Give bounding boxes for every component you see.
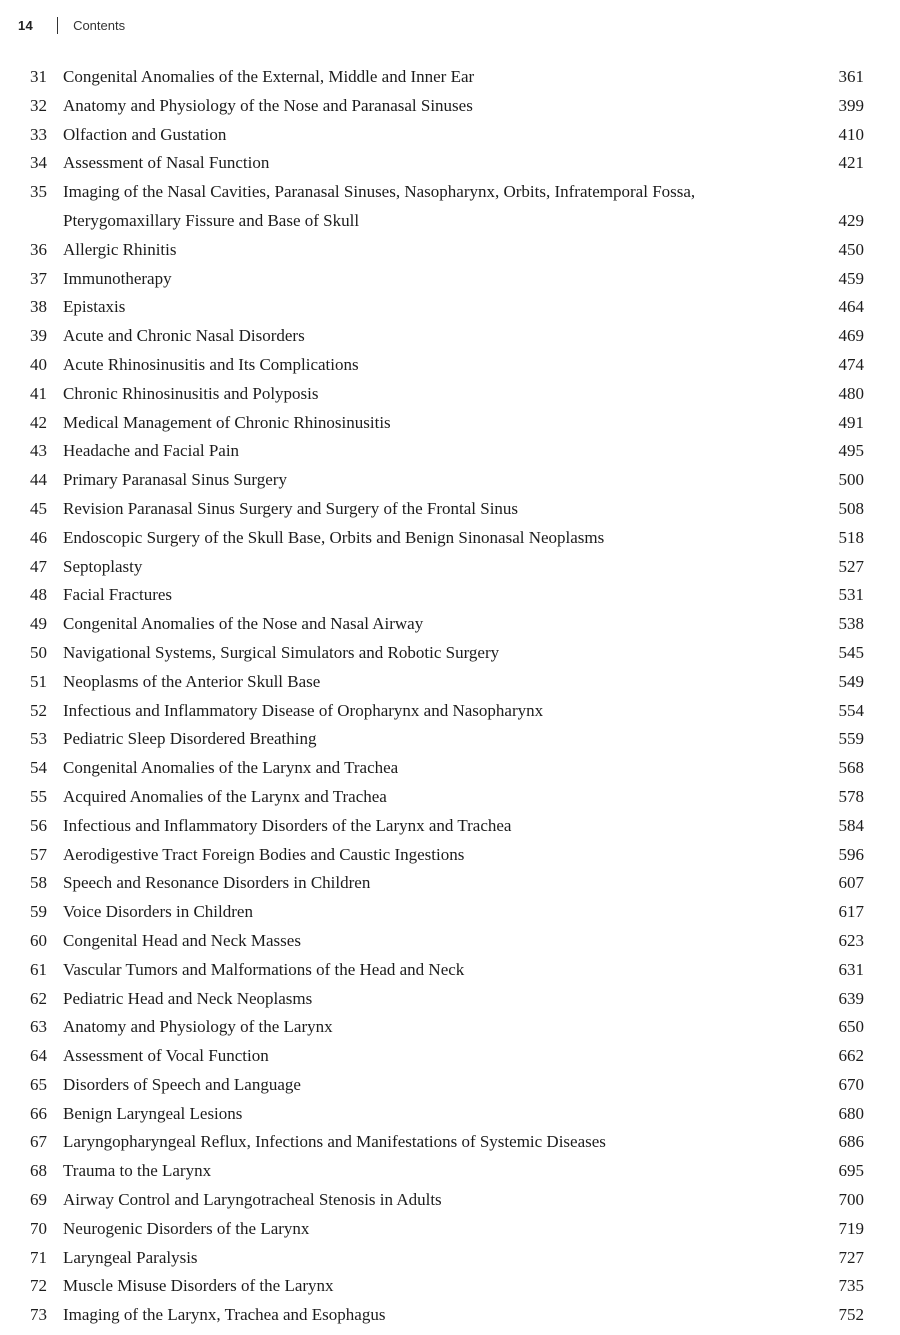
chapter-number: 32 [30,95,47,115]
chapter-title: Imaging of the Larynx, Trachea and Esophagus [63,1305,386,1325]
chapter-page-number: 735 [838,1276,864,1296]
chapter-number: 67 [30,1132,47,1152]
page-number: 14 [18,18,34,33]
chapter-number: 31 [30,67,47,86]
toc-entry [30,841,864,870]
chapter-page-number: 545 [838,642,864,662]
chapter-title: Neoplasms of the Anterior Skull Base [63,671,321,691]
chapter-title: Vascular Tumors and Malformations of the Head and Neck [63,959,465,979]
chapter-page-number: 549 [838,671,864,691]
toc-entry [30,409,864,438]
chapter-title: Immunotherapy [63,268,172,288]
chapter-page-number: 596 [838,844,864,864]
chapter-number: 36 [30,239,47,259]
chapter-title: Assessment of Nasal Function [63,153,270,173]
chapter-title: Infectious and Inflammatory Disease of Oropharynx and Nasopharynx [63,700,544,720]
toc-entry [30,898,864,927]
chapter-title: Allergic Rhinitis [63,239,177,259]
chapter-number: 39 [30,326,47,346]
chapter-page-number: 568 [838,758,864,778]
toc-entry [30,1042,864,1071]
toc-entry [30,265,864,294]
toc-entry [30,121,864,150]
toc-entry [30,697,864,726]
toc-entry [30,668,864,697]
chapter-page-number: 429 [838,210,864,230]
chapter-page-number: 495 [838,441,864,461]
toc-entry [30,581,864,610]
chapter-title: Olfaction and Gustation [63,124,227,144]
chapter-title: Navigational Systems, Surgical Simulators and Robotic Surgery [63,642,500,662]
chapter-page-number: 639 [838,988,864,1008]
chapter-number: 53 [30,729,47,749]
toc-entry [30,63,864,92]
chapter-title: Septoplasty [63,556,143,576]
chapter-page-number: 508 [838,498,864,518]
toc-entry [30,812,864,841]
chapter-number: 64 [30,1046,47,1066]
toc-entry [30,725,864,754]
chapter-title: Aerodigestive Tract Foreign Bodies and Caustic Ingestions [63,844,465,864]
chapter-number: 66 [30,1103,47,1123]
chapter-page-number: 680 [838,1103,864,1123]
chapter-number: 50 [30,642,47,662]
chapter-title: Anatomy and Physiology of the Nose and Paranasal Sinuses [63,95,473,115]
chapter-number: 72 [30,1276,47,1296]
chapter-title: Endoscopic Surgery of the Skull Base, Orbits and Benign Sinonasal Neoplasms [63,527,605,547]
chapter-number: 70 [30,1218,47,1238]
chapter-title: Pediatric Head and Neck Neoplasms [63,988,313,1008]
chapter-page-number: 631 [838,959,864,979]
chapter-number: 58 [30,873,47,893]
chapter-page-number: 700 [838,1190,864,1210]
toc-entry [30,1013,864,1042]
chapter-title: Voice Disorders in Children [63,902,253,922]
chapter-number: 40 [30,354,47,374]
chapter-page-number: 500 [838,470,864,490]
chapter-number: 34 [30,153,47,173]
chapter-number: 59 [30,902,47,922]
chapter-number: 42 [30,412,47,432]
chapter-page-number: 559 [838,729,864,749]
chapter-page-number: 518 [838,527,864,547]
chapter-title: Pediatric Sleep Disordered Breathing [63,729,317,749]
chapter-number: 65 [30,1074,47,1094]
chapter-title: Congenital Anomalies of the Larynx and Trachea [63,758,399,778]
chapter-title: Benign Laryngeal Lesions [63,1103,243,1123]
chapter-page-number: 361 [838,67,864,86]
toc-entry [30,149,864,178]
chapter-title: Infectious and Inflammatory Disorders of the Larynx and Trachea [63,815,512,835]
toc-entry [30,380,864,409]
chapter-number: 43 [30,441,47,461]
toc-entry [30,92,864,121]
chapter-number: 60 [30,930,47,950]
toc-entry [30,466,864,495]
toc-entry [30,985,864,1014]
chapter-page-number: 584 [838,815,864,835]
toc-entry [30,236,864,265]
chapter-number: 35 [30,182,47,202]
chapter-page-number: 719 [838,1218,864,1238]
toc-entry [30,639,864,668]
chapter-number: 57 [30,844,47,864]
toc-entry [30,437,864,466]
chapter-page-number: 399 [838,95,864,115]
chapter-page-number: 480 [838,383,864,403]
chapter-page-number: 410 [838,124,864,144]
header-divider [57,17,58,34]
chapter-number: 49 [30,614,47,634]
chapter-page-number: 531 [838,585,864,605]
chapter-number: 56 [30,815,47,835]
chapter-title: Disorders of Speech and Language [63,1074,301,1094]
chapter-page-number: 727 [838,1247,864,1267]
chapter-page-number: 527 [838,556,864,576]
chapter-number: 54 [30,758,47,778]
toc-entry [30,610,864,639]
toc-entry [30,927,864,956]
toc-entry [30,178,864,236]
running-header [18,17,125,34]
toc-entry [30,1100,864,1129]
toc-entry [30,293,864,322]
chapter-page-number: 752 [838,1305,864,1325]
chapter-title: Laryngopharyngeal Reflux, Infections and Manifestations of Systemic Diseases [63,1132,606,1152]
chapter-page-number: 491 [838,412,864,432]
chapter-number: 41 [30,383,47,403]
chapter-number: 48 [30,585,47,605]
toc-entry [30,1301,864,1330]
chapter-page-number: 670 [838,1074,864,1094]
toc-entry [30,1128,864,1157]
chapter-title: Laryngeal Paralysis [63,1247,198,1267]
chapter-page-number: 578 [838,786,864,806]
chapter-title: Acute Rhinosinusitis and Its Complications [63,354,359,374]
chapter-page-number: 686 [838,1132,864,1152]
chapter-title: Imaging of the Nasal Cavities, Paranasal Sinuses, Nasopharynx, Orbits, Infratemporal Fossa, Pterygomaxillary Fissure and Base of Skull [63,182,696,230]
chapter-page-number: 459 [838,268,864,288]
chapter-title: Facial Fractures [63,585,173,605]
chapter-title: Trauma to the Larynx [63,1161,212,1181]
chapter-number: 61 [30,959,47,979]
chapter-title: Congenital Anomalies of the Nose and Nasal Airway [63,614,424,634]
toc-entry [30,869,864,898]
chapter-number: 47 [30,556,47,576]
chapter-number: 69 [30,1190,47,1210]
chapter-page-number: 474 [838,354,864,374]
toc-entry [30,1272,864,1301]
chapter-title: Chronic Rhinosinusitis and Polyposis [63,383,319,403]
toc-entry [30,1244,864,1273]
chapter-title: Anatomy and Physiology of the Larynx [63,1017,333,1037]
chapter-title: Airway Control and Laryngotracheal Stenosis in Adults [63,1190,442,1210]
toc-entry [30,754,864,783]
section-label: Contents [73,18,126,33]
chapter-number: 46 [30,527,47,547]
chapter-title: Acute and Chronic Nasal Disorders [63,326,305,346]
chapter-number: 37 [30,268,47,288]
chapter-number: 38 [30,297,47,317]
chapter-title: Congenital Head and Neck Masses [63,930,301,950]
toc-entry [30,1071,864,1100]
chapter-page-number: 617 [838,902,864,922]
chapter-page-number: 623 [838,930,864,950]
toc-entry [30,1186,864,1215]
chapter-number: 71 [30,1247,47,1267]
chapter-page-number: 469 [838,326,864,346]
chapter-title: Primary Paranasal Sinus Surgery [63,470,287,490]
chapter-number: 73 [30,1305,47,1325]
toc-entry [30,351,864,380]
chapter-page-number: 450 [838,239,864,259]
chapter-page-number: 538 [838,614,864,634]
chapter-number: 55 [30,786,47,806]
chapter-number: 45 [30,498,47,518]
toc-entry [30,524,864,553]
chapter-title: Acquired Anomalies of the Larynx and Trachea [63,786,387,806]
toc-entry [30,1215,864,1244]
chapter-number: 63 [30,1017,47,1037]
chapter-title: Headache and Facial Pain [63,441,240,461]
chapter-page-number: 650 [838,1017,864,1037]
chapter-number: 68 [30,1161,47,1181]
toc-entry [30,783,864,812]
toc-entry [30,956,864,985]
toc-entry [30,495,864,524]
chapter-page-number: 554 [838,700,864,720]
chapter-title: Muscle Misuse Disorders of the Larynx [63,1276,334,1296]
chapter-page-number: 662 [838,1046,864,1066]
chapter-title: Congenital Anomalies of the External, Middle and Inner Ear [63,67,475,86]
chapter-title: Revision Paranasal Sinus Surgery and Surgery of the Frontal Sinus [63,498,519,518]
chapter-title: Assessment of Vocal Function [63,1046,269,1066]
chapter-page-number: 607 [838,873,864,893]
chapter-number: 33 [30,124,47,144]
chapter-number: 51 [30,671,47,691]
toc-entry [30,553,864,582]
chapter-title: Neurogenic Disorders of the Larynx [63,1218,310,1238]
toc-list [30,63,864,1330]
chapter-page-number: 464 [838,297,864,317]
chapter-title: Speech and Resonance Disorders in Children [63,873,371,893]
chapter-title: Epistaxis [63,297,126,317]
chapter-page-number: 421 [838,153,864,173]
chapter-page-number: 695 [838,1161,864,1181]
toc-entry [30,1157,864,1186]
toc-entry [30,322,864,351]
chapter-title: Medical Management of Chronic Rhinosinusitis [63,412,391,432]
chapter-number: 52 [30,700,47,720]
chapter-number: 62 [30,988,47,1008]
chapter-number: 44 [30,470,47,490]
